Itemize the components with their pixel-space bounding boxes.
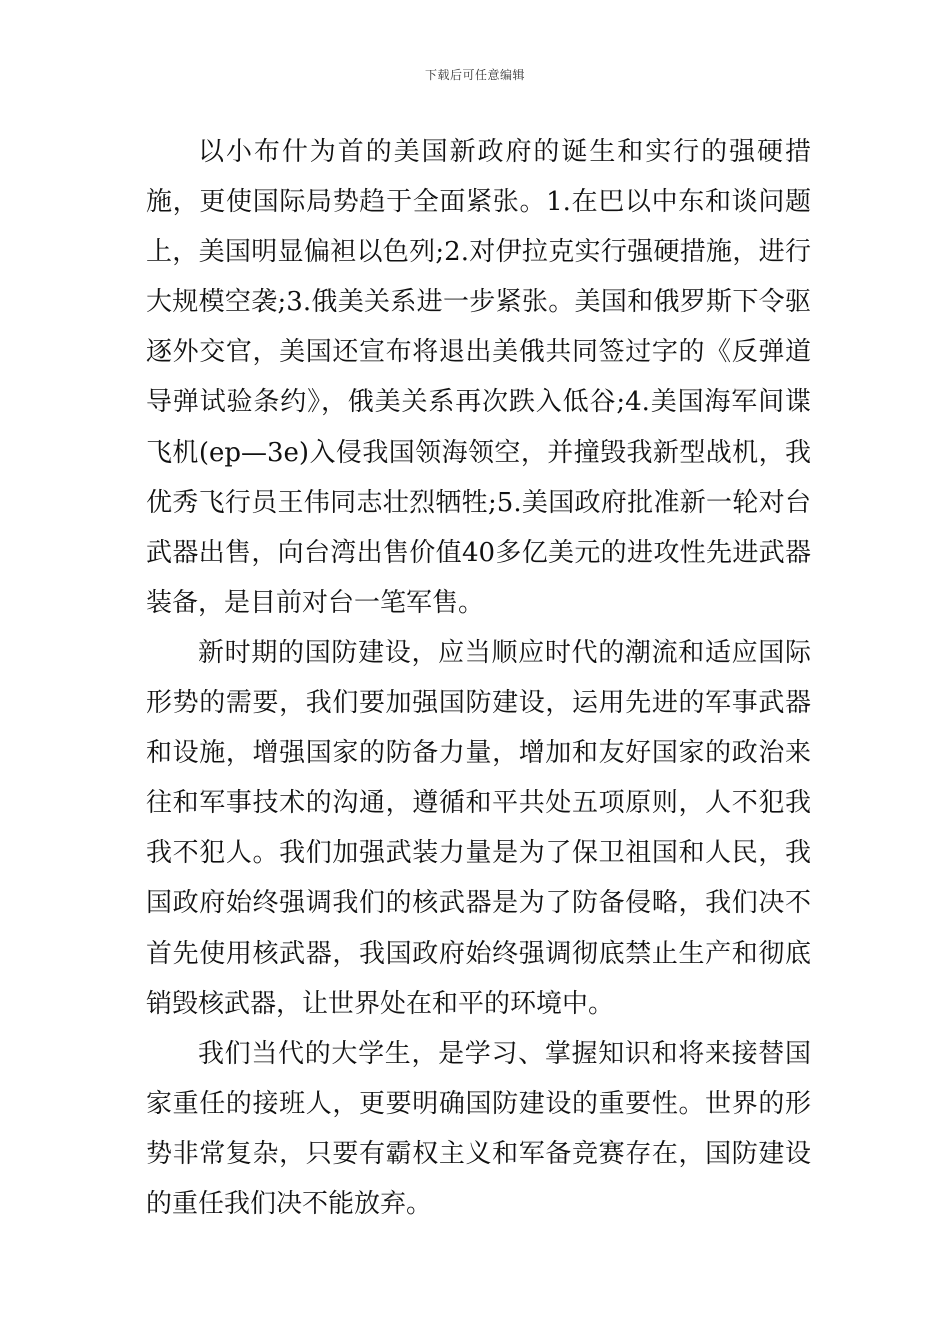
header-note: 下载后可任意编辑 <box>424 68 525 82</box>
paragraph-2: 新时期的国防建设，应当顺应时代的潮流和适应国际形势的需要，我们要加强国防建设，运用先进的军事武器和设施，增强国家的防备力量，增加和友好国家的政治来往和军事技术的沟通，遵循和平共处五项原则，人不犯我我不犯人。我们加强武装力量是为了保卫祖国和人民，我国政府始终强调我们的核武器是为了防备侵略，我们决不首先使用核武器，我国政府始终强调彻底禁止生产和彻底销毁核武器，让世界处在和平的环境中。 <box>146 637 811 1019</box>
paragraph-3: 我们当代的大学生，是学习、掌握知识和将来接替国家重任的接班人，更要明确国防建设的重要性。世界的形势非常复杂，只要有霸权主义和军备竞赛存在，国防建设的重任我们决不能放弃。 <box>146 1038 811 1219</box>
document-body <box>146 127 811 1229</box>
paragraph-1: 以小布什为首的美国新政府的诞生和实行的强硬措施，更使国际局势趋于全面紧张。1.在巴以中东和谈问题上，美国明显偏袒以色列;2.对伊拉克实行强硬措施，进行大规模空袭;3.俄美关系进一步紧张。美国和俄罗斯下令驱逐外交官，美国还宣布将退出美俄共同签过字的《反弹道导弹试验条约》，俄美关系再次跌入低谷;4.美国海军间谍飞机(ep—3e)入侵我国领海领空，并撞毁我新型战机，我优秀飞行员王伟同志壮烈牺牲;5.美国政府批准新一轮对台武器出售，向台湾出售价值40多亿美元的进攻性先进武器装备，是目前对台一笔军售。 <box>146 137 811 618</box>
